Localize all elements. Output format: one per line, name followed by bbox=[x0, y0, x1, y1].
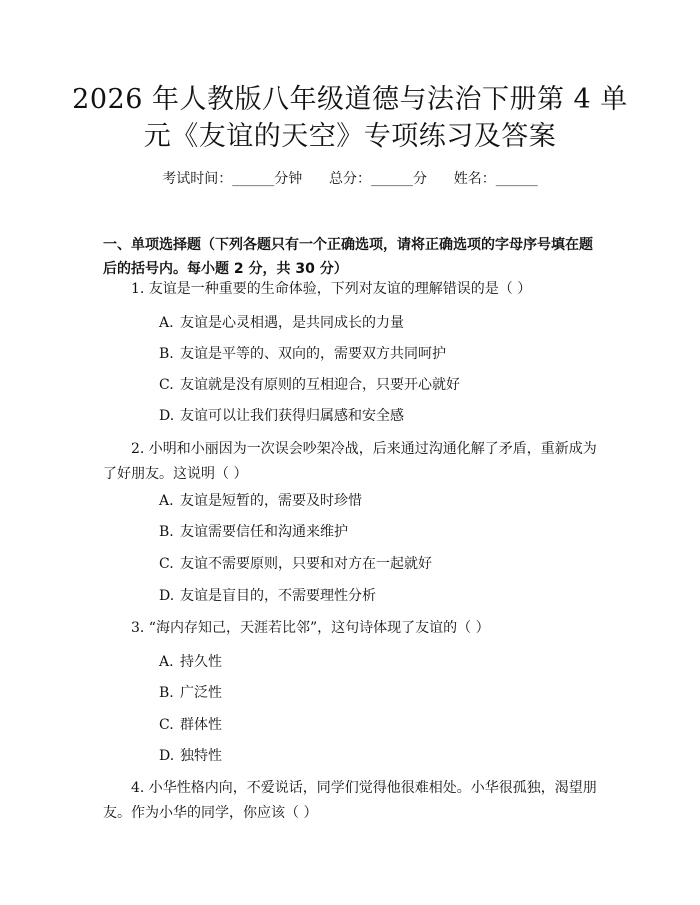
question-2-option-c bbox=[159, 554, 432, 574]
option-letter: C. bbox=[159, 377, 174, 393]
option-text: 友谊就是没有原则的互相迎合，只要开心就好 bbox=[180, 377, 460, 393]
question-1-stem: 1. 友谊是一种重要的生命体验，下列对友谊的理解错误的是（ ） bbox=[131, 281, 532, 297]
option-text: 广泛性 bbox=[180, 685, 222, 701]
question-3-option-b bbox=[159, 683, 222, 703]
option-letter: D. bbox=[159, 408, 175, 424]
option-text: 友谊可以让我们获得归属感和安全感 bbox=[180, 408, 404, 424]
option-text: 友谊是心灵相遇，是共同成长的力量 bbox=[180, 315, 404, 331]
option-text: 友谊是短暂的，需要及时珍惜 bbox=[180, 493, 362, 509]
option-text: 群体性 bbox=[180, 717, 222, 733]
question-3-option-d bbox=[159, 746, 222, 766]
option-letter: A. bbox=[159, 315, 174, 331]
question-3-option-a bbox=[159, 652, 222, 672]
option-letter: D. bbox=[159, 748, 175, 764]
question-3-option-c bbox=[159, 715, 222, 735]
question-2-option-b bbox=[159, 522, 348, 542]
option-letter: C. bbox=[159, 556, 174, 572]
option-text: 友谊不需要原则，只要和对方在一起就好 bbox=[180, 556, 432, 572]
question-2-option-d bbox=[159, 586, 376, 606]
option-letter: C. bbox=[159, 717, 174, 733]
option-letter: D. bbox=[159, 588, 175, 604]
question-1-option-d bbox=[159, 406, 404, 426]
document-title-line-2: 元《友谊的天空》专项练习及答案 bbox=[143, 121, 557, 152]
option-letter: B. bbox=[159, 685, 174, 701]
question-1-option-b bbox=[159, 344, 446, 364]
option-text: 友谊是平等的、双向的，需要双方共同呵护 bbox=[180, 346, 446, 362]
option-text: 持久性 bbox=[180, 654, 222, 670]
option-text: 独特性 bbox=[180, 748, 222, 764]
document-title-line-1: 2026 年人教版八年级道德与法治下册第 4 单 bbox=[72, 84, 628, 115]
option-text: 友谊是盲目的，不需要理性分析 bbox=[180, 588, 376, 604]
question-1-option-a bbox=[159, 313, 404, 333]
option-letter: A. bbox=[159, 493, 174, 509]
option-letter: B. bbox=[159, 346, 174, 362]
exam-info-line: 考试时间：______分钟 总分：______分 姓名：______ bbox=[162, 171, 538, 187]
question-2-stem: 2. 小明和小丽因为一次误会吵架冷战，后来通过沟通化解了矛盾，重新成为了好朋友。这说明（ ） bbox=[103, 441, 597, 482]
section-heading: 一、单项选择题（下列各题只有一个正确选项，请将正确选项的字母序号填在题后的括号内。每小题 2 分，共 30 分） bbox=[103, 237, 593, 277]
question-4-stem: 4. 小华性格内向，不爱说话，同学们觉得他很难相处。小华很孤独，渴望朋友。作为小华的同学，你应该（ ） bbox=[103, 780, 597, 821]
option-letter: B. bbox=[159, 524, 174, 540]
option-text: 友谊需要信任和沟通来维护 bbox=[180, 524, 348, 540]
question-2-option-a bbox=[159, 491, 362, 511]
question-1-option-c bbox=[159, 375, 460, 395]
option-letter: A. bbox=[159, 654, 174, 670]
question-3-stem: 3. “海内存知己，天涯若比邻”，这句诗体现了友谊的（ ） bbox=[131, 620, 490, 636]
